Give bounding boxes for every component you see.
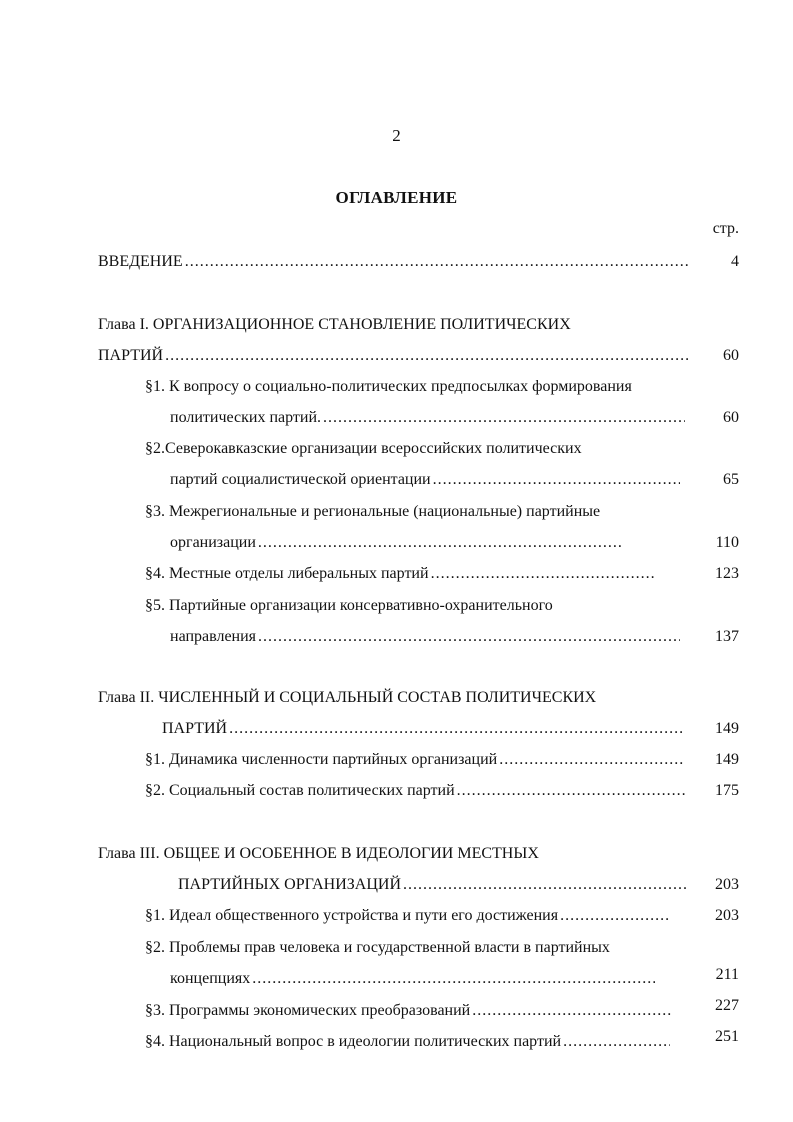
chapter-heading[interactable]: Глава II. ЧИСЛЕННЫЙ И СОЦИАЛЬНЫЙ СОСТАВ ПОЛИТИЧЕСКИХ <box>98 689 597 706</box>
toc-entry-label: ПАРТИЙ <box>162 720 228 737</box>
dot-leader <box>499 750 685 770</box>
section-heading[interactable]: §2.Северокавказские организации всероссийских политических <box>145 440 582 457</box>
toc-entry-page: 149 <box>715 720 739 737</box>
section-heading[interactable]: §5. Партийные организации консервативно-охранительного <box>145 597 553 614</box>
chapter-heading[interactable]: Глава III. ОБЩЕЕ И ОСОБЕННОЕ В ИДЕОЛОГИИ МЕСТНЫХ <box>98 845 539 862</box>
toc-entry-label: ВВЕДЕНИЕ <box>98 253 183 270</box>
toc-entry-page: 110 <box>715 534 739 551</box>
toc-entry-label: §1. Идеал общественного устройства и пути его достижения <box>145 907 559 924</box>
section-heading[interactable]: §1. К вопросу о социально-политических предпосылках формирования <box>145 378 632 395</box>
section-heading[interactable]: §2. Проблемы прав человека и государственной власти в партийных <box>145 939 610 956</box>
toc-entry-page: 227 <box>715 997 739 1014</box>
chapter-heading-continued[interactable] <box>98 346 688 366</box>
dot-leader <box>563 1032 670 1052</box>
section-heading-continued[interactable] <box>170 627 680 647</box>
section-heading-continued[interactable] <box>170 470 680 490</box>
dot-leader <box>185 252 688 272</box>
dot-leader <box>258 627 680 647</box>
chapter-heading-continued[interactable] <box>178 875 686 895</box>
dot-leader <box>403 875 686 895</box>
dot-leader <box>165 346 688 366</box>
dot-leader <box>258 533 622 553</box>
section-heading[interactable]: §3. Межрегиональные и региональные (национальные) партийные <box>145 503 601 520</box>
toc-entry-page: 4 <box>731 253 739 270</box>
toc-entry-page: 123 <box>715 565 739 582</box>
toc-entry-page: 211 <box>715 966 739 983</box>
dot-leader <box>252 969 655 989</box>
section-entry[interactable] <box>145 1032 670 1052</box>
toc-title: ОГЛАВЛЕНИЕ <box>335 188 458 207</box>
toc-entry-label: партий социалистической ориентации <box>170 471 431 488</box>
toc-entry-page: 137 <box>715 628 739 645</box>
toc-entry-label: ПАРТИЙ <box>98 347 164 364</box>
section-entry[interactable] <box>145 750 685 770</box>
dot-leader <box>229 719 682 739</box>
section-entry[interactable] <box>145 1001 672 1021</box>
toc-entry-page: 60 <box>723 409 739 426</box>
toc-entry-label: §2. Социальный состав политических партий <box>145 782 455 799</box>
section-heading-continued[interactable] <box>170 533 622 553</box>
dot-leader <box>472 1001 672 1021</box>
toc-entry-label: §3. Программы экономических преобразований <box>145 1002 471 1019</box>
toc-entry-label: политических партий. <box>170 409 322 426</box>
toc-entry-page: 175 <box>715 782 739 799</box>
toc-entry-label: §4. Национальный вопрос в идеологии политических партий <box>145 1033 562 1050</box>
toc-entry-label: ПАРТИЙНЫХ ОРГАНИЗАЦИЙ <box>178 876 402 893</box>
toc-entry-page: 251 <box>715 1028 739 1045</box>
toc-entry-label: §1. Динамика численности партийных организаций <box>145 751 498 768</box>
section-entry[interactable] <box>145 564 655 584</box>
toc-entry-label: концепциях <box>170 970 251 987</box>
toc-entry-page: 203 <box>715 907 739 924</box>
page-column-label: стр. <box>712 220 739 237</box>
chapter-heading[interactable]: Глава I. ОРГАНИЗАЦИОННОЕ СТАНОВЛЕНИЕ ПОЛИТИЧЕСКИХ <box>98 316 571 333</box>
section-entry[interactable] <box>145 781 685 801</box>
toc-entry-label: организации <box>170 534 256 551</box>
page-number: 2 <box>392 126 401 145</box>
toc-entry-page: 149 <box>715 751 739 768</box>
dot-leader <box>433 470 680 490</box>
toc-entry-page: 203 <box>715 876 739 893</box>
toc-entry-page: 65 <box>723 471 739 488</box>
section-heading-continued[interactable] <box>170 408 685 428</box>
dot-leader <box>323 408 685 428</box>
dot-leader <box>431 564 655 584</box>
toc-entry-page: 60 <box>723 347 739 364</box>
section-entry[interactable] <box>145 906 670 926</box>
dot-leader <box>457 781 685 801</box>
toc-entry-intro[interactable] <box>98 252 688 272</box>
dot-leader <box>560 906 670 926</box>
section-heading-continued[interactable] <box>170 969 655 989</box>
toc-entry-label: §4. Местные отделы либеральных партий <box>145 565 429 582</box>
toc-entry-label: направления <box>170 628 257 645</box>
chapter-heading-continued[interactable] <box>162 719 682 739</box>
